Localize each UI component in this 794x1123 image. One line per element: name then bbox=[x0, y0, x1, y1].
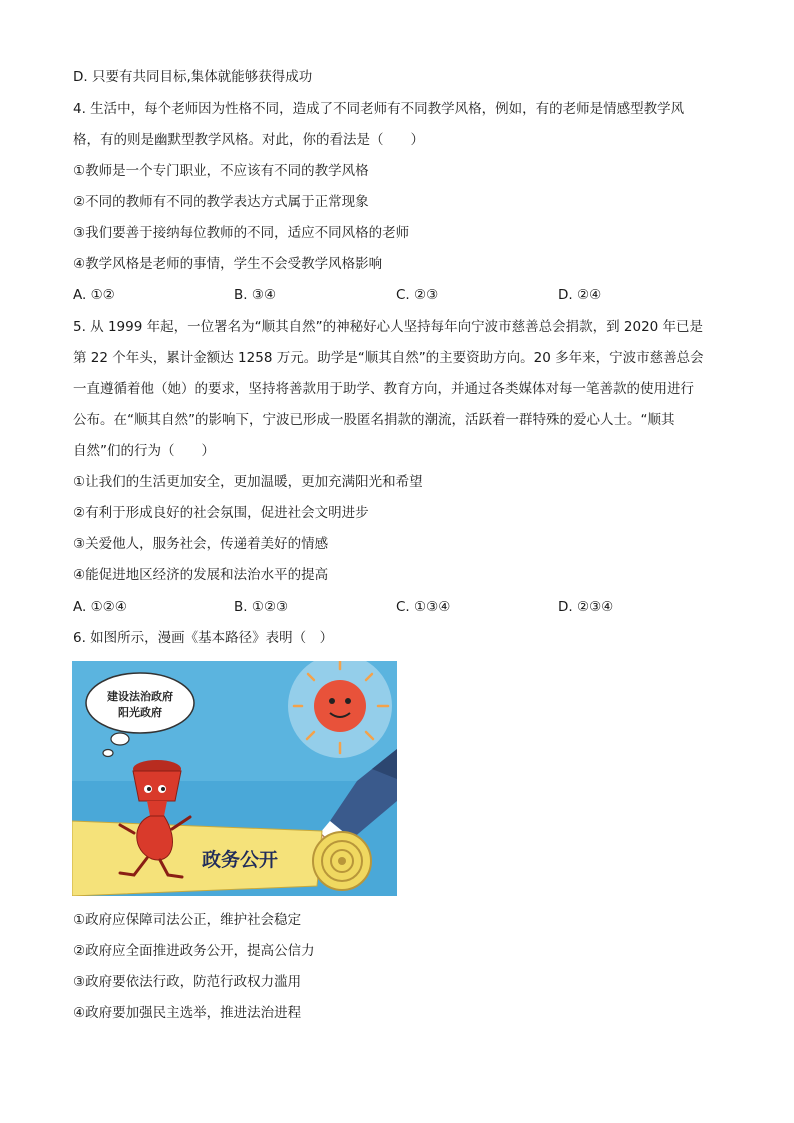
q5-item-2: ②有利于形成良好的社会氛围，促进社会文明进步 bbox=[73, 505, 369, 521]
q5-option-d: D. ②③④ bbox=[558, 599, 614, 615]
q5-item-1: ①让我们的生活更加安全，更加温暖，更加充满阳光和希望 bbox=[73, 474, 423, 490]
q6-stem: 6. 如图所示，漫画《基本路径》表明（ ） bbox=[73, 630, 334, 646]
carpet-text: 政务公开 bbox=[201, 849, 279, 871]
cartoon-basic-path bbox=[72, 661, 397, 896]
q5-stem-line5: 自然”们的行为（ ） bbox=[73, 443, 215, 459]
q6-item-2: ②政府应全面推进政务公开，提高公信力 bbox=[73, 943, 315, 959]
q5-option-c: C. ①③④ bbox=[396, 599, 451, 615]
previous-option-d: D. 只要有共同目标,集体就能够获得成功 bbox=[73, 69, 313, 85]
q6-item-3: ③政府要依法行政，防范行政权力滥用 bbox=[73, 974, 302, 990]
q5-stem-line2: 第 22 个年头，累计金额达 1258 万元。助学是“顺其自然”的主要资助方向。20 多年来，宁波市慈善总会 bbox=[73, 350, 704, 366]
q4-item-3: ③我们要善于接纳每位教师的不同，适应不同风格的老师 bbox=[73, 225, 410, 241]
q4-option-c: C. ②③ bbox=[396, 287, 439, 303]
q4-item-1: ①教师是一个专门职业，不应该有不同的教学风格 bbox=[73, 163, 369, 179]
bubble-text-line2: 阳光政府 bbox=[118, 706, 162, 719]
q5-stem-line4: 公布。在“顺其自然”的影响下，宁波已形成一股匿名捐款的潮流，活跃着一群特殊的爱心人士。“顺其 bbox=[73, 412, 675, 428]
bubble-text-line1: 建设法治政府 bbox=[107, 690, 173, 703]
q4-option-d: D. ②④ bbox=[558, 287, 602, 303]
q5-option-a: A. ①②④ bbox=[73, 599, 127, 615]
q4-option-a: A. ①② bbox=[73, 287, 115, 303]
q4-stem-line2: 格，有的则是幽默型教学风格。对此，你的看法是（ ） bbox=[73, 132, 424, 148]
q6-item-4: ④政府要加强民主选举，推进法治进程 bbox=[73, 1005, 302, 1021]
q4-option-b: B. ③④ bbox=[234, 287, 277, 303]
q4-item-4: ④教学风格是老师的事情，学生不会受教学风格影响 bbox=[73, 256, 383, 272]
q5-stem-line1: 5. 从 1999 年起，一位署名为“顺其自然”的神秘好心人坚持每年向宁波市慈善总会捐款，到 2020 年已是 bbox=[73, 319, 704, 335]
q6-item-1: ①政府应保障司法公正，维护社会稳定 bbox=[73, 912, 302, 928]
q5-item-4: ④能促进地区经济的发展和法治水平的提高 bbox=[73, 567, 329, 583]
q5-item-3: ③关爱他人，服务社会，传递着美好的情感 bbox=[73, 536, 329, 552]
q4-stem-line1: 4. 生活中，每个老师因为性格不同，造成了不同老师有不同教学风格，例如，有的老师是情感型教学风 bbox=[73, 101, 685, 117]
q5-stem-line3: 一直遵循着他（她）的要求，坚持将善款用于助学、教育方向，并通过各类媒体对每一笔善款的使用进行 bbox=[73, 381, 694, 397]
q4-item-2: ②不同的教师有不同的教学表达方式属于正常现象 bbox=[73, 194, 369, 210]
q5-option-b: B. ①②③ bbox=[234, 599, 289, 615]
